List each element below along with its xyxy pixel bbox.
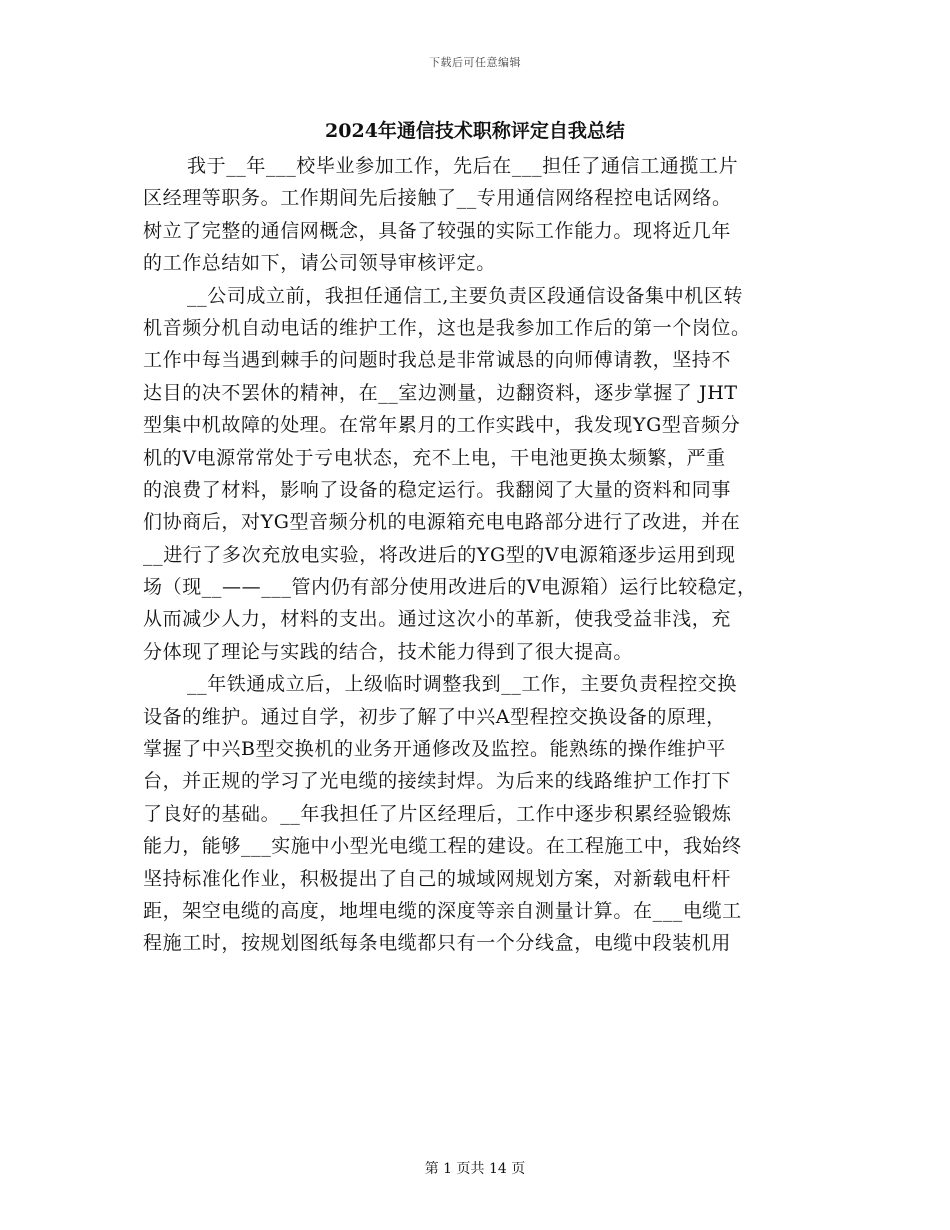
paragraph-line: __年铁通成立后，上级临时调整我到__工作，主要负责程控交换 [187, 673, 738, 696]
paragraph-line: 机音频分机自动电话的维护工作，这也是我参加工作后的第一个岗位。 [143, 316, 751, 339]
paragraph-line: 台，并正规的学习了光电缆的接续封焊。为后来的线路维护工作打下 [143, 770, 732, 793]
page-header: 下载后可任意编辑 [429, 56, 521, 69]
paragraph-line: 能力，能够___实施中小型光电缆工程的建设。在工程施工中，我始终 [143, 835, 742, 858]
paragraph-line: 区经理等职务。工作期间先后接触了__专用通信网络程控电话网络。 [143, 187, 732, 210]
paragraph-line: 场（现__——___管内仍有部分使用改进后的V电源箱）运行比较稳定， [143, 576, 757, 599]
paragraph-line: __公司成立前，我担任通信工,主要负责区段通信设备集中机区转 [187, 284, 744, 307]
document-body [143, 150, 813, 960]
paragraph-line: 距，架空电缆的高度，地埋电缆的深度等亲自测量计算。在___电缆工 [143, 899, 742, 922]
paragraph-line: 型集中机故障的处理。在常年累月的工作实践中，我发现YG型音频分 [143, 414, 741, 437]
paragraph-2 [143, 280, 813, 669]
paragraph-line: 分体现了理论与实践的结合，技术能力得到了很大提高。 [143, 640, 634, 663]
document-title: 2024年通信技术职称评定自我总结 [325, 120, 625, 142]
paragraph-line: 的浪费了材料，影响了设备的稳定运行。我翻阅了大量的资料和同事 [143, 478, 732, 501]
paragraph-line: 设备的维护。通过自学，初步了解了中兴A型程控交换设备的原理， [143, 705, 726, 728]
paragraph-line: 从而减少人力，材料的支出。通过这次小的革新，使我受益非浅，充 [143, 608, 732, 631]
paragraph-line: 工作中每当遇到棘手的问题时我总是非常诚恳的向师傅请教，坚持不 [143, 349, 732, 372]
page-footer: 第 1 页共 14 页 [424, 1161, 526, 1177]
paragraph-1 [143, 150, 813, 280]
paragraph-line: 程施工时，按规划图纸每条电缆都只有一个分线盒，电缆中段装机用 [143, 932, 732, 955]
paragraph-line: 的工作总结如下，请公司领导审核评定。 [143, 252, 496, 275]
paragraph-line: 达目的决不罢休的精神，在__室边测量，边翻资料，逐步掌握了 JHT [143, 381, 738, 404]
paragraph-line: 树立了完整的通信网概念，具备了较强的实际工作能力。现将近几年 [143, 219, 732, 242]
paragraph-line: __进行了多次充放电实验，将改进后的YG型的V电源箱逐步运用到现 [143, 543, 736, 566]
paragraph-3 [143, 668, 813, 960]
paragraph-line: 我于__年___校毕业参加工作，先后在___担任了通信工通揽工片 [187, 155, 739, 177]
paragraph-line: 掌握了中兴B型交换机的业务开通修改及监控。能熟练的操作维护平 [143, 738, 726, 761]
paragraph-line: 坚持标准化作业，积极提出了自己的城域网规划方案，对新载电杆杆 [143, 867, 732, 890]
paragraph-line: 机的V电源常常处于亏电状态，充不上电，干电池更换太频繁，严重 [143, 446, 726, 469]
paragraph-line: 们协商后，对YG型音频分机的电源箱充电电路部分进行了改进，并在 [143, 511, 741, 534]
paragraph-line: 了良好的基础。__年我担任了片区经理后，工作中逐步积累经验锻炼 [143, 802, 732, 825]
